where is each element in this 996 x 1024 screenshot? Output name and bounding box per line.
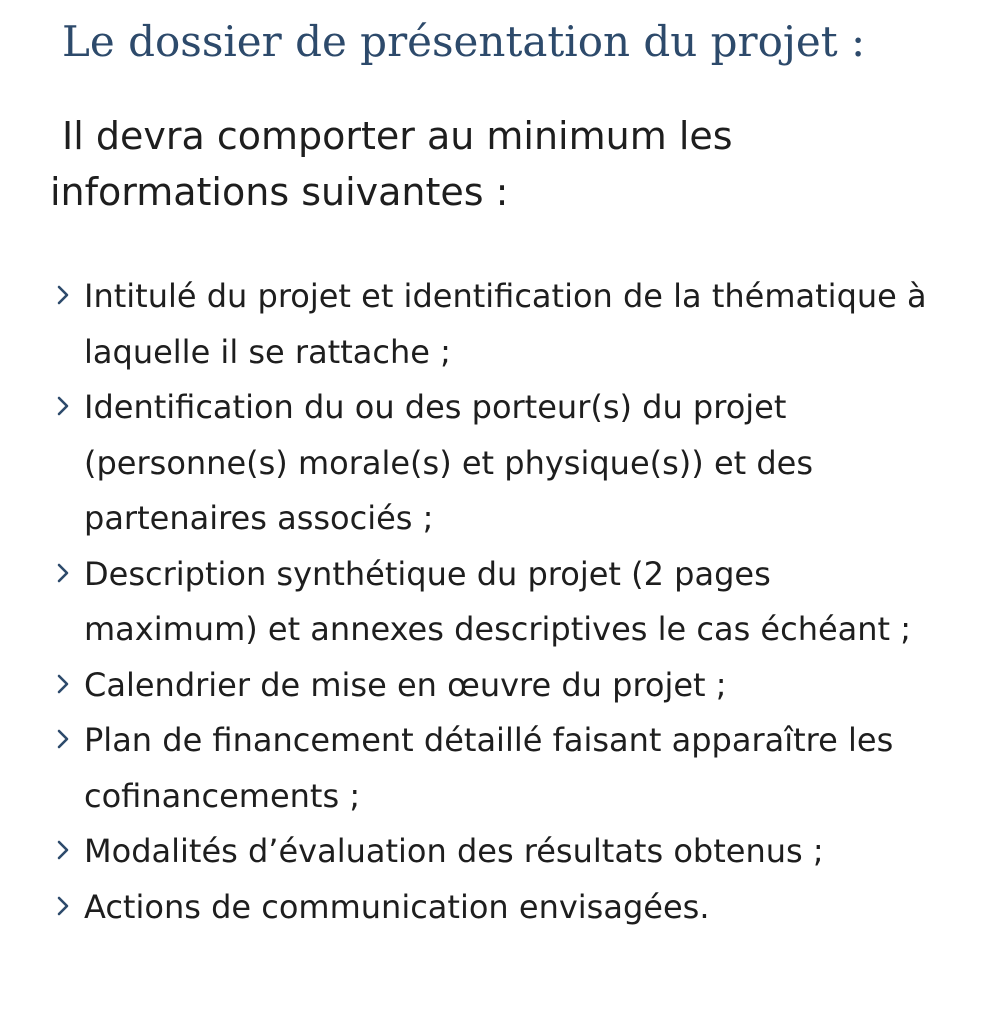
list-item-text: Description synthétique du projet (2 pages maximum) et annexes descriptives le cas échéant ;	[84, 554, 912, 648]
page-title: Le dossier de présentation du projet :	[62, 17, 866, 66]
chevron-right-icon	[52, 895, 74, 917]
requirements-list	[50, 269, 950, 935]
list-item	[50, 713, 950, 824]
chevron-right-icon	[52, 839, 74, 861]
list-item	[50, 658, 950, 714]
list-item-text: Actions de communication envisagées.	[84, 887, 710, 926]
list-item	[50, 880, 950, 936]
list-item-text: Modalités d’évaluation des résultats obtenus ;	[84, 832, 824, 870]
list-item-text: Calendrier de mise en œuvre du projet ;	[84, 665, 727, 704]
list-item	[50, 269, 950, 380]
list-item-text: Plan de financement détaillé faisant apparaître les cofinancements ;	[84, 721, 894, 815]
intro-paragraph	[50, 108, 950, 220]
list-item	[50, 380, 950, 547]
chevron-right-icon	[52, 562, 74, 584]
chevron-right-icon	[52, 728, 74, 750]
chevron-right-icon	[52, 395, 74, 417]
list-item	[50, 547, 950, 658]
list-item-text: Intitulé du projet et identification de la thématique à laquelle il se rattache ;	[84, 277, 927, 371]
chevron-right-icon	[52, 284, 74, 306]
list-item-text: Identification du ou des porteur(s) du projet (personne(s) morale(s) et physique(s)) et des partenaires associés ;	[84, 388, 814, 537]
list-item	[50, 824, 950, 880]
chevron-right-icon	[52, 673, 74, 695]
intro-text: Il devra comporter au minimum les informations suivantes :	[50, 114, 733, 214]
